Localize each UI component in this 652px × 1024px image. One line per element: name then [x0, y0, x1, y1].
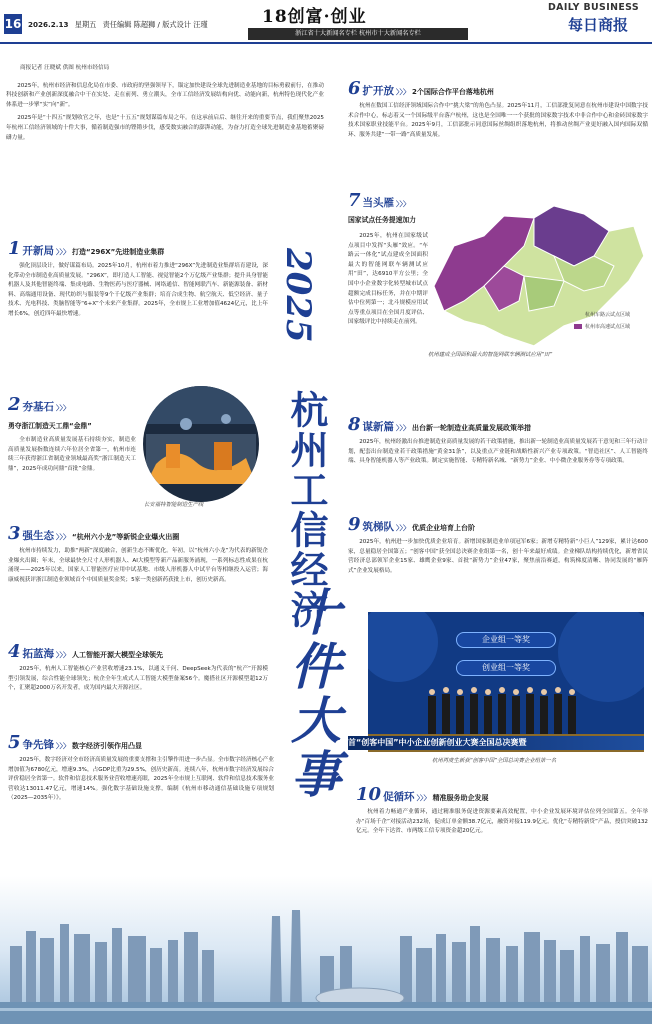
photo-caption: 长安福特智能制造生产线 — [144, 502, 204, 508]
section-6 — [348, 80, 648, 140]
issue-date: 2026.2.13 — [28, 20, 69, 29]
section-title: 18创富·创业 — [262, 7, 367, 27]
section-body: 2025年，杭州经激出台推进制造业高质量发展的若干政策措施，推出新一轮制造业高质量发展若干意见和三年行动计划，配套出台制造业若干政策措施“黄金31条”，以及重点产业链和战略性新兴产业专项政策。“智造社区”、人工智能终端、具身智能机器人等产业政策。制定实施智能、专精特新名城、“新势力”企业、中小微企业服务券等专项政策。 — [348, 439, 648, 465]
map-legend-label: 杭州市高速试点区域 — [585, 324, 631, 330]
section-number: 4 — [8, 641, 21, 662]
section-4 — [8, 643, 268, 694]
section-body: 杭州着力畅通产业循环，通过精准服务促进资源要素高效配置，中小企业发展环境评估位列全国第五。全年举办“百场千企”对接活动232场，促成订单金额38.7亿元，融资对接119.9亿元。优化“专精特新贷”产品，授信突破132亿元。全年下达省、市两级工信专项资金超20亿元。 — [356, 809, 648, 835]
section-9 — [348, 516, 648, 576]
section-number: 2 — [8, 394, 21, 415]
section-title: 促循环 — [383, 791, 415, 803]
section-subtitle: “杭州六小龙”等新锐企业爆火出圈 — [72, 533, 180, 541]
vertical-accent-title: 十件大事 — [283, 586, 342, 802]
brand-en: DAILY BUSINESS — [548, 2, 640, 13]
header-meta — [28, 20, 208, 30]
section-3 — [8, 525, 268, 585]
intro-paragraph: 2025年，杭州市经济和信息化局在市委、市政府的坚强领导下，锚定加快建设全球先进制造业基地的目标勇毅前行，在推动科技创新和产业创新深度融合中干在实处、走在前列、勇立潮头，全市工信经济发展结构向优、动能向新，杭州特色现代化产业体系进一步擘“实”向“新”。 — [6, 82, 324, 108]
map-caption: 杭州建成全国面积最大的智能网联车辆测试应用“田” — [428, 352, 553, 358]
page-number: 16 — [4, 14, 22, 34]
hangzhou-pilot-map — [424, 196, 650, 362]
chevrons-icon: 〉〉〉 — [396, 88, 411, 96]
award-strip-text: 首“创客中国”中小企业创新创业大赛全国总决赛暨 — [348, 736, 644, 750]
section-subtitle: 数字经济引领作用凸显 — [72, 742, 143, 750]
section-title: 开新局 — [22, 245, 55, 257]
chevrons-icon: 〉〉〉 — [56, 404, 71, 412]
section-subtitle: 打造“296X”先进制造业集群 — [72, 248, 165, 256]
section-subtitle: 优质企业培育上台阶 — [412, 524, 476, 532]
section-5 — [8, 734, 274, 804]
vertical-main-title: 杭州工信经济 — [284, 390, 328, 630]
section-8 — [348, 416, 648, 467]
section-body: 杭州在数国工信经济领域国际合作中“挑大梁”的角色凸显。2025年11月，工信部批复同意在杭州市建设中国数字技术合作中心，标志着又一个国际级平台落户杭州，这也是全国唯一一个获批的国家数字技术中非合作中心和金砖国家数字技术国家职业技能平台。2025年9月，工信部批示同意国际丝绸组织落地杭州，将推动丝绸产业更好融入国内国际双循环、服务共建“一带一路”高质量发展。 — [348, 103, 648, 138]
intro-block — [6, 64, 324, 264]
section-number: 9 — [348, 514, 361, 535]
section-number: 8 — [348, 414, 361, 435]
section-highlight: 勇夺浙江制造天工鼎“金鼎” — [8, 422, 92, 430]
chevrons-icon: 〉〉〉 — [56, 248, 71, 256]
intro-paragraph: 2025年是“十四五”规划收官之年，也是“十五五”规划谋篇布局之年。在这承前启后、继往开来的重要节点，我们聚焦2025年杭州工信经济领域的十件大事，循着制造强市的铿锵步伐，感受数实融合的澎湃动能，为奋力打造全球先进制造业基地蓄聚磅礴力量。 — [6, 115, 324, 141]
chevrons-icon: 〉〉〉 — [56, 533, 71, 541]
chevrons-icon: 〉〉〉 — [56, 742, 71, 750]
issue-editors: 责任编辑 陈超狮 / 版式设计 汪瑾 — [102, 20, 208, 29]
award-banner-top: 企业组一等奖 — [456, 632, 556, 648]
section-number: 7 — [348, 190, 361, 211]
section-body: 杭州市持续发力，助推“两新”深度融合，创新生态不断优化。年初，以“杭州六小龙”为代表的新锐企业爆火出圈；年末，全球最快全尺寸人形机器人、AI大模型等新产品新服务涌现，一系列标志性成果在杭涌现——2025年以来，国家人工智能医疗应用中试基地、市级人形机器人中试平台等相继投入运营；海康威视获评浙江制造业领域首个中国质量奖金奖；5家一类创新药获批上市，创历史新高。 — [8, 548, 268, 583]
chevrons-icon: 〉〉〉 — [396, 200, 411, 208]
section-number: 1 — [8, 238, 21, 259]
section-title: 拓蓝海 — [22, 648, 55, 660]
section-number: 10 — [356, 784, 382, 805]
section-number: 3 — [8, 523, 21, 544]
factory-photo — [136, 384, 266, 510]
award-event-photo — [368, 612, 644, 752]
header-rule — [0, 42, 652, 44]
section-body: 2025年，杭州进一步加快优质企业培育。新增国家制造业单项冠军6家；新增专精特新“小巨人”129家，累计达600家，总量稳居全国第五；“创客中国”获全国总决赛企业组第一名，创十年来最好成绩。企业梯队结构持续优化，新增省民营经济总部领军企业15家、雄鹰企业9家、首批“新势力”企业47家，聚焦前沿赛道，构筑梯度清晰、协同发展的“雁阵式”企业发展格局。 — [348, 539, 648, 574]
section-subtitle: 精准服务助企发展 — [432, 794, 489, 802]
section-body: 2025年，数字经济对全市经济高质量发展的重要支撑和主引擎作用进一步凸显。全市数字经济核心产业增加值为6780亿元，增速9.3%，占GDP比重为29.5%，创历史新高。连续八年，杭州市数字经济发展综合评价稳居全省第一。软件和信息技术服务业营收增速亮眼，2025年全市规上互联网、软件和信息技术服务业营收达13011.47亿元，增速14%。强化数字基础设施支撑，编制《杭州市移动通信基础设施专项规划（2025—2035年）》。 — [8, 757, 274, 802]
event-caption: 杭州再度生新获“创客中国”全国总决赛企业组第一名 — [432, 758, 557, 764]
vertical-year: 2025 — [278, 248, 318, 343]
award-banner-mid: 创业组一等奖 — [456, 660, 556, 676]
chevrons-icon: 〉〉〉 — [56, 651, 71, 659]
section-title: 争先锋 — [22, 739, 55, 751]
section-title: 筑梯队 — [362, 521, 395, 533]
section-10 — [356, 786, 648, 837]
byline: 商报记者 汪晓斌 供图 杭州市经信局 — [20, 65, 110, 71]
section-title: 扩开放 — [362, 85, 395, 97]
section-subtitle: 出台新一轮制造业高质量发展政策举措 — [412, 424, 532, 432]
chevrons-icon: 〉〉〉 — [396, 524, 411, 532]
section-2 — [8, 396, 136, 474]
section-highlight: 国家试点任务提速加力 — [348, 216, 416, 224]
section-body: 全市制造业高质量发展基石持续夯实，制造业高质量发展指数连续六年位居全省第一，杭州市连续三年获得浙江省制造业领域最高奖“浙江制造天工鼎”，2025年成功问鼎“首批”金鼎。 — [8, 437, 136, 472]
city-skyline-photo — [0, 876, 652, 1024]
section-number: 6 — [348, 78, 361, 99]
issue-weekday: 星期五 — [74, 20, 97, 29]
brand-cn: 每日商报 — [568, 16, 629, 34]
section-body: 2025年，杭州人工智能核心产业营收增速23.1%，以通义千问、DeepSeek为代表的“杭产”开源模型引领发展，综合性能全球领先；杭企全年生成式人工智能大模型备案56个。魔搭社区开源模型超12万个，汇聚超2000万名开发者，成为国内最大开源社区。 — [8, 666, 268, 692]
section-title: 当头雁 — [362, 197, 395, 209]
honor-banner: 浙江省十大新闻名专栏 杭州市十大新闻名专栏 — [248, 28, 468, 40]
header-bar — [0, 0, 652, 44]
chevrons-icon: 〉〉〉 — [416, 794, 431, 802]
section-title: 谋新篇 — [362, 421, 395, 433]
section-title: 强生态 — [22, 530, 55, 542]
section-body: 2025年，杭州在国家级试点项目中发挥“头雁”效应。“车路云一体化”试点建成全国面积最大的智能网联车辆测试应用“田”，达6910平方公里；全国中小企业数字化转型城市试点超额完成目标任务，并在中期评估中位列第一；北斗规模应用试点等重点项目在全国月度评估、国家级评比中持续走在前列。 — [348, 233, 428, 326]
section-1 — [8, 240, 268, 320]
section-number: 5 — [8, 732, 21, 753]
chevrons-icon: 〉〉〉 — [396, 424, 411, 432]
section-body: 强化顶层设计，做好谋篇布局。2025年10月，杭州市着力推进“296X”先进制造业集群培育建设，深化带动全市制造业高质量发展。“296X”，即打造人工智能、视觉智能2个万亿级产业集群；提升具身智能机器人及其他智能终端、集成电路、生物医药与医疗器械、网络通信、智能网联汽车、新能源装备、新材料、高端通用设备、现代纺织与服装等9个千亿级产业集群；培育合成生物、航空航天、低空经济、量子技术、光电科技、类脑智能等“6+X”个未来产业集群。2025年，全市规上工业增加值4624亿元，比上年增长6%，创近四年最快增速。 — [8, 263, 268, 317]
map-legend-label: 杭州车路云试点区域 — [585, 312, 631, 318]
section-title: 夯基石 — [22, 401, 55, 413]
section-subtitle: 2个国际合作平台落地杭州 — [412, 88, 494, 96]
section-subtitle: 人工智能开源大模型全球领先 — [72, 651, 164, 659]
